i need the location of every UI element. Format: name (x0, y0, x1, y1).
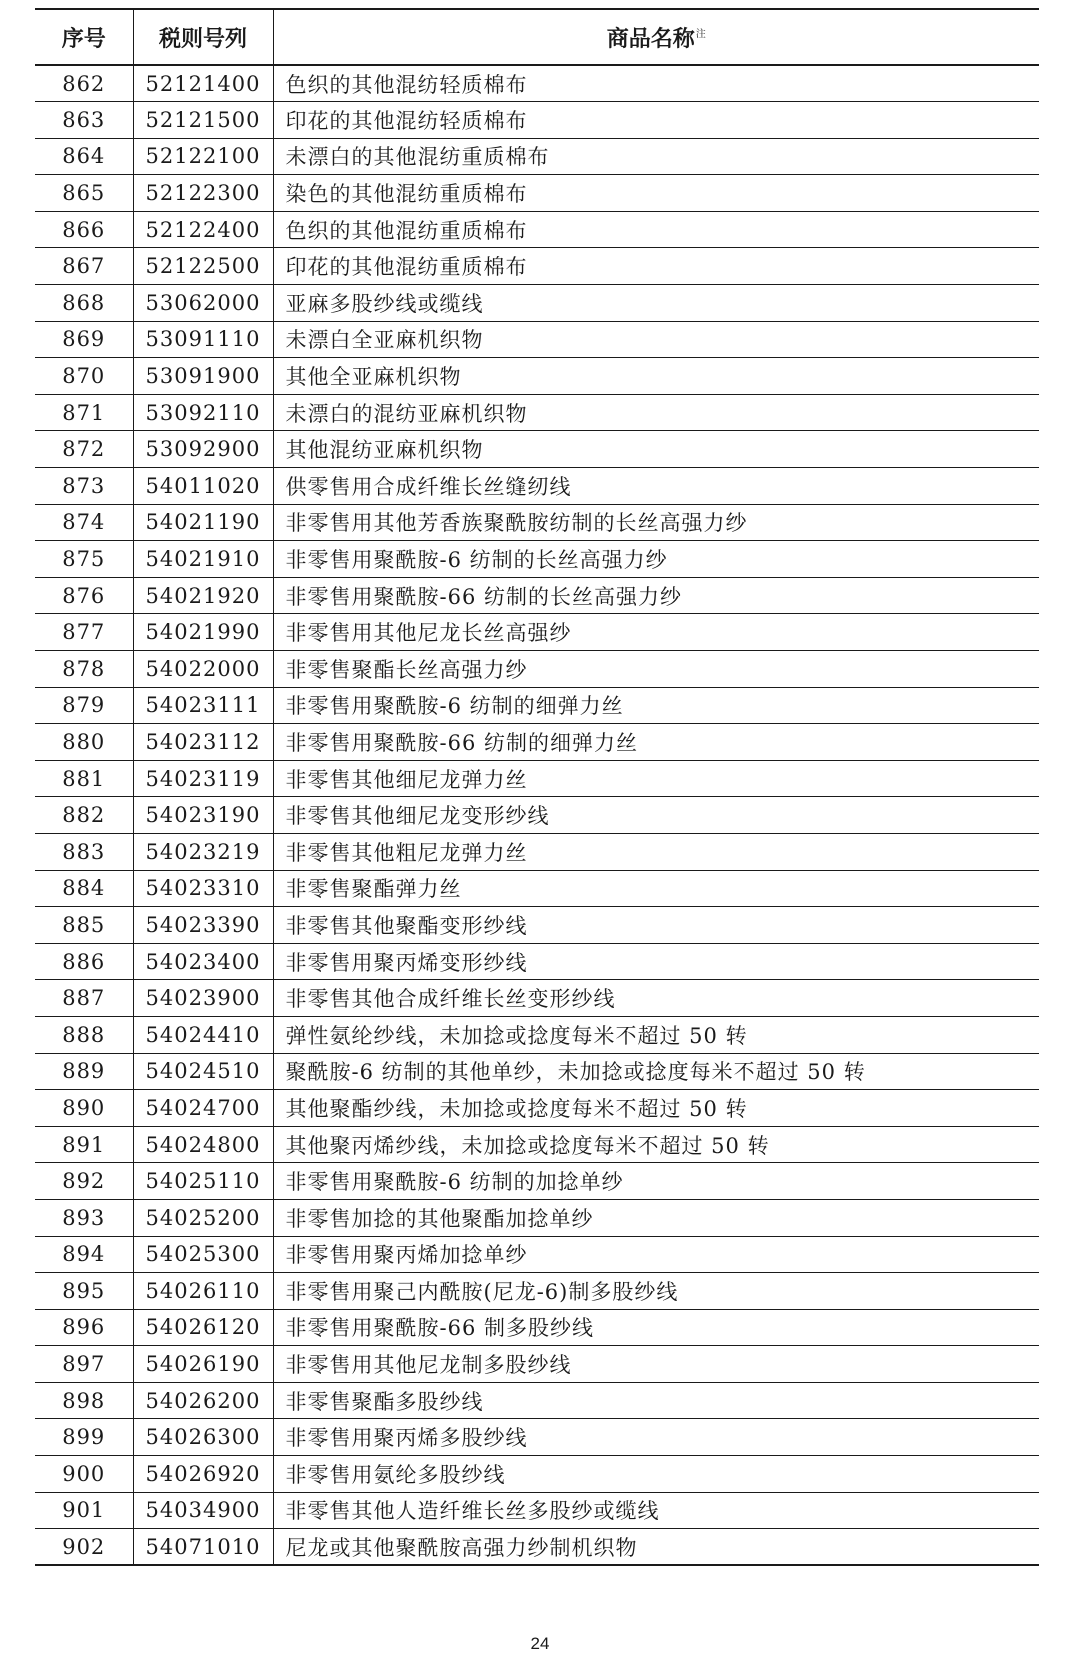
cell-code: 54034900 (133, 1492, 273, 1529)
cell-name: 非零售其他细尼龙弹力丝 (273, 760, 1039, 797)
cell-seq: 863 (35, 102, 133, 139)
cell-code: 54022000 (133, 651, 273, 688)
cell-seq: 867 (35, 248, 133, 285)
table-row (35, 1163, 1039, 1200)
cell-code: 54011020 (133, 468, 273, 505)
cell-name: 非零售用聚酰胺-66 纺制的长丝高强力纱 (273, 577, 1039, 614)
cell-seq: 902 (35, 1529, 133, 1566)
cell-name: 非零售其他聚酯变形纱线 (273, 907, 1039, 944)
cell-name: 非零售其他粗尼龙弹力丝 (273, 833, 1039, 870)
cell-seq: 889 (35, 1053, 133, 1090)
cell-code: 54024510 (133, 1053, 273, 1090)
cell-seq: 869 (35, 321, 133, 358)
cell-name: 其他混纺亚麻机织物 (273, 431, 1039, 468)
cell-name: 非零售其他细尼龙变形纱线 (273, 797, 1039, 834)
cell-name: 染色的其他混纺重质棉布 (273, 175, 1039, 212)
table-row (35, 1016, 1039, 1053)
cell-name: 色织的其他混纺重质棉布 (273, 211, 1039, 248)
cell-name: 非零售用聚酰胺-66 纺制的细弹力丝 (273, 724, 1039, 761)
table-row (35, 248, 1039, 285)
header-code (133, 9, 273, 65)
table-row (35, 285, 1039, 322)
cell-code: 54025110 (133, 1163, 273, 1200)
cell-name: 非零售聚酯多股纱线 (273, 1382, 1039, 1419)
cell-code: 52122400 (133, 211, 273, 248)
cell-name: 非零售聚酯长丝高强力纱 (273, 651, 1039, 688)
table-row (35, 980, 1039, 1017)
table-row (35, 1236, 1039, 1273)
cell-code: 52122500 (133, 248, 273, 285)
header-name-note: 注 (695, 29, 706, 41)
cell-seq: 883 (35, 833, 133, 870)
cell-name: 非零售用聚酰胺-6 纺制的加捻单纱 (273, 1163, 1039, 1200)
cell-seq: 888 (35, 1016, 133, 1053)
cell-code: 54025300 (133, 1236, 273, 1273)
table-row (35, 724, 1039, 761)
cell-seq: 900 (35, 1456, 133, 1493)
table-row (35, 211, 1039, 248)
cell-code: 53092110 (133, 394, 273, 431)
cell-seq: 879 (35, 687, 133, 724)
cell-seq: 881 (35, 760, 133, 797)
cell-seq: 886 (35, 943, 133, 980)
table-row (35, 943, 1039, 980)
table-row (35, 504, 1039, 541)
table-row (35, 797, 1039, 834)
cell-code: 54023900 (133, 980, 273, 1017)
table-body (35, 65, 1039, 1565)
table-header (35, 9, 1039, 65)
cell-seq: 882 (35, 797, 133, 834)
table-row (35, 614, 1039, 651)
cell-code: 53062000 (133, 285, 273, 322)
header-seq (35, 9, 133, 65)
table-row (35, 468, 1039, 505)
cell-seq: 898 (35, 1382, 133, 1419)
cell-name: 色织的其他混纺轻质棉布 (273, 65, 1039, 102)
cell-name: 非零售用其他尼龙长丝高强纱 (273, 614, 1039, 651)
table-row (35, 1456, 1039, 1493)
header-name (273, 9, 1039, 65)
table-row (35, 1492, 1039, 1529)
table-row (35, 651, 1039, 688)
cell-seq: 875 (35, 541, 133, 578)
cell-seq: 868 (35, 285, 133, 322)
table-row (35, 358, 1039, 395)
table-row (35, 321, 1039, 358)
table-row (35, 65, 1039, 102)
cell-code: 54023111 (133, 687, 273, 724)
cell-code: 52122300 (133, 175, 273, 212)
cell-code: 52122100 (133, 138, 273, 175)
cell-seq: 894 (35, 1236, 133, 1273)
cell-code: 54021990 (133, 614, 273, 651)
cell-seq: 893 (35, 1199, 133, 1236)
cell-code: 54023112 (133, 724, 273, 761)
cell-seq: 864 (35, 138, 133, 175)
cell-seq: 892 (35, 1163, 133, 1200)
cell-seq: 895 (35, 1273, 133, 1310)
cell-seq: 870 (35, 358, 133, 395)
table-row (35, 577, 1039, 614)
cell-seq: 865 (35, 175, 133, 212)
cell-code: 54023219 (133, 833, 273, 870)
cell-seq: 876 (35, 577, 133, 614)
cell-name: 亚麻多股纱线或缆线 (273, 285, 1039, 322)
cell-name: 印花的其他混纺轻质棉布 (273, 102, 1039, 139)
cell-code: 54023310 (133, 870, 273, 907)
cell-name: 未漂白的混纺亚麻机织物 (273, 394, 1039, 431)
table-row (35, 175, 1039, 212)
cell-name: 非零售用聚酰胺-66 制多股纱线 (273, 1309, 1039, 1346)
cell-name: 供零售用合成纤维长丝缝纫线 (273, 468, 1039, 505)
cell-code: 54026110 (133, 1273, 273, 1310)
cell-code: 54071010 (133, 1529, 273, 1566)
cell-name: 非零售其他人造纤维长丝多股纱或缆线 (273, 1492, 1039, 1529)
cell-name: 其他聚丙烯纱线，未加捻或捻度每米不超过 50 转 (273, 1126, 1039, 1163)
cell-name: 非零售用聚丙烯多股纱线 (273, 1419, 1039, 1456)
cell-code: 54021920 (133, 577, 273, 614)
cell-name: 尼龙或其他聚酰胺高强力纱制机织物 (273, 1529, 1039, 1566)
cell-seq: 887 (35, 980, 133, 1017)
cell-code: 54026190 (133, 1346, 273, 1383)
cell-seq: 896 (35, 1309, 133, 1346)
cell-name: 未漂白的其他混纺重质棉布 (273, 138, 1039, 175)
table-row (35, 541, 1039, 578)
table-row (35, 1309, 1039, 1346)
table-row (35, 1346, 1039, 1383)
cell-seq: 878 (35, 651, 133, 688)
table-row (35, 1529, 1039, 1566)
table-row (35, 1053, 1039, 1090)
cell-seq: 873 (35, 468, 133, 505)
cell-name: 非零售用氨纶多股纱线 (273, 1456, 1039, 1493)
cell-seq: 884 (35, 870, 133, 907)
cell-name: 未漂白全亚麻机织物 (273, 321, 1039, 358)
cell-name: 非零售用聚己内酰胺(尼龙-6)制多股纱线 (273, 1273, 1039, 1310)
cell-code: 54023190 (133, 797, 273, 834)
cell-code: 54021190 (133, 504, 273, 541)
table-row (35, 431, 1039, 468)
cell-name: 弹性氨纶纱线，未加捻或捻度每米不超过 50 转 (273, 1016, 1039, 1053)
header-row (35, 9, 1039, 65)
header-seq-label: 序号 (61, 26, 106, 52)
cell-name: 非零售用聚酰胺-6 纺制的细弹力丝 (273, 687, 1039, 724)
cell-seq: 877 (35, 614, 133, 651)
cell-code: 53092900 (133, 431, 273, 468)
cell-code: 54024700 (133, 1090, 273, 1127)
tariff-table (35, 8, 1039, 1566)
cell-name: 非零售用其他芳香族聚酰胺纺制的长丝高强力纱 (273, 504, 1039, 541)
table-row (35, 1199, 1039, 1236)
cell-code: 54026300 (133, 1419, 273, 1456)
cell-code: 53091110 (133, 321, 273, 358)
table-row (35, 1382, 1039, 1419)
cell-seq: 872 (35, 431, 133, 468)
cell-name: 非零售用聚丙烯变形纱线 (273, 943, 1039, 980)
header-name-label: 商品名称 (606, 26, 695, 52)
cell-code: 54023400 (133, 943, 273, 980)
table-row (35, 1273, 1039, 1310)
cell-name: 非零售加捻的其他聚酯加捻单纱 (273, 1199, 1039, 1236)
table-row (35, 138, 1039, 175)
cell-code: 54026120 (133, 1309, 273, 1346)
table-row (35, 394, 1039, 431)
cell-code: 54023390 (133, 907, 273, 944)
cell-seq: 899 (35, 1419, 133, 1456)
cell-code: 54026920 (133, 1456, 273, 1493)
cell-code: 54021910 (133, 541, 273, 578)
cell-seq: 874 (35, 504, 133, 541)
cell-name: 非零售聚酯弹力丝 (273, 870, 1039, 907)
cell-seq: 891 (35, 1126, 133, 1163)
cell-code: 54026200 (133, 1382, 273, 1419)
cell-name: 非零售用聚丙烯加捻单纱 (273, 1236, 1039, 1273)
table-row (35, 833, 1039, 870)
table-row (35, 907, 1039, 944)
page-number: 24 (530, 1634, 550, 1653)
cell-name: 非零售用其他尼龙制多股纱线 (273, 1346, 1039, 1383)
cell-seq: 885 (35, 907, 133, 944)
cell-seq: 897 (35, 1346, 133, 1383)
cell-seq: 901 (35, 1492, 133, 1529)
cell-name: 非零售其他合成纤维长丝变形纱线 (273, 980, 1039, 1017)
cell-code: 52121400 (133, 65, 273, 102)
cell-seq: 862 (35, 65, 133, 102)
cell-code: 54024800 (133, 1126, 273, 1163)
table-row (35, 102, 1039, 139)
table-row (35, 760, 1039, 797)
table-row (35, 870, 1039, 907)
cell-seq: 871 (35, 394, 133, 431)
cell-code: 54025200 (133, 1199, 273, 1236)
cell-name: 其他聚酯纱线，未加捻或捻度每米不超过 50 转 (273, 1090, 1039, 1127)
table-row (35, 687, 1039, 724)
table-row (35, 1126, 1039, 1163)
header-code-label: 税则号列 (158, 26, 247, 52)
cell-seq: 866 (35, 211, 133, 248)
cell-name: 聚酰胺-6 纺制的其他单纱，未加捻或捻度每米不超过 50 转 (273, 1053, 1039, 1090)
cell-code: 53091900 (133, 358, 273, 395)
cell-seq: 880 (35, 724, 133, 761)
cell-name: 其他全亚麻机织物 (273, 358, 1039, 395)
table-row (35, 1090, 1039, 1127)
cell-name: 非零售用聚酰胺-6 纺制的长丝高强力纱 (273, 541, 1039, 578)
cell-code: 54023119 (133, 760, 273, 797)
cell-name: 印花的其他混纺重质棉布 (273, 248, 1039, 285)
cell-code: 54024410 (133, 1016, 273, 1053)
cell-seq: 890 (35, 1090, 133, 1127)
table-row (35, 1419, 1039, 1456)
cell-code: 52121500 (133, 102, 273, 139)
